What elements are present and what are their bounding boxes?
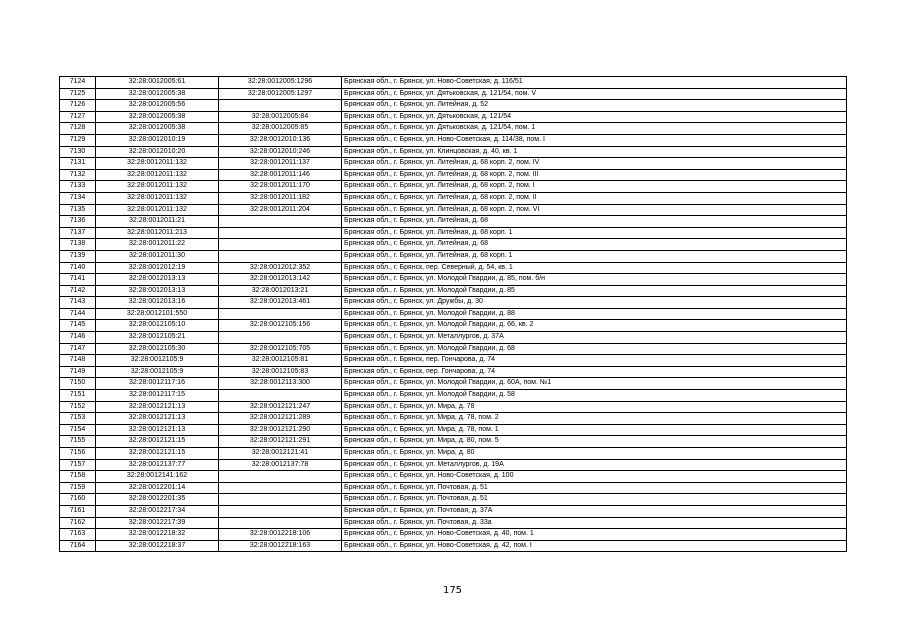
cadastral-number-cell: 32:28:0012013:16 bbox=[96, 297, 219, 309]
object-cadastral-number-cell: 32:28:0012121:289 bbox=[219, 413, 342, 425]
row-number-cell: 7150 bbox=[60, 378, 96, 390]
object-cadastral-number-cell bbox=[219, 332, 342, 344]
table-row bbox=[60, 343, 847, 355]
cadastral-number-cell: 32:28:0012011:132 bbox=[96, 181, 219, 193]
cadastral-number-cell: 32:28:0012011:132 bbox=[96, 169, 219, 181]
table-row bbox=[60, 378, 847, 390]
object-cadastral-number-cell: 32:28:0012012:352 bbox=[219, 262, 342, 274]
table-row bbox=[60, 320, 847, 332]
object-cadastral-number-cell bbox=[219, 471, 342, 483]
cadastral-number-cell: 32:28:0012013:13 bbox=[96, 274, 219, 286]
row-number-cell: 7161 bbox=[60, 505, 96, 517]
object-cadastral-number-cell bbox=[219, 482, 342, 494]
cadastral-number-cell: 32:28:0012121:13 bbox=[96, 413, 219, 425]
row-number-cell: 7139 bbox=[60, 250, 96, 262]
row-number-cell: 7136 bbox=[60, 216, 96, 228]
object-cadastral-number-cell bbox=[219, 505, 342, 517]
cadastral-number-cell: 32:28:0012141:162 bbox=[96, 471, 219, 483]
address-cell: Брянская обл., г. Брянск, ул. Мира, д. 80 bbox=[342, 448, 847, 460]
cadastral-number-cell: 32:28:0012218:32 bbox=[96, 529, 219, 541]
address-cell: Брянская обл., г. Брянск, пер. Гончарова, д. 74 bbox=[342, 366, 847, 378]
address-cell: Брянская обл., г. Брянск, ул. Почтовая, д. 51 bbox=[342, 482, 847, 494]
object-cadastral-number-cell: 32:28:0012013:21 bbox=[219, 285, 342, 297]
table-row bbox=[60, 88, 847, 100]
row-number-cell: 7130 bbox=[60, 146, 96, 158]
cadastral-number-cell: 32:28:0012121:13 bbox=[96, 424, 219, 436]
row-number-cell: 7163 bbox=[60, 529, 96, 541]
address-cell: Брянская обл., г. Брянск, пер. Северный, д. 54, кв. 1 bbox=[342, 262, 847, 274]
object-cadastral-number-cell: 32:28:0012121:290 bbox=[219, 424, 342, 436]
cadastral-number-cell: 32:28:0012117:15 bbox=[96, 390, 219, 402]
address-cell: Брянская обл., г. Брянск, ул. Почтовая, д. 51 bbox=[342, 494, 847, 506]
row-number-cell: 7142 bbox=[60, 285, 96, 297]
row-number-cell: 7162 bbox=[60, 517, 96, 529]
cadastral-number-cell: 32:28:0012105:10 bbox=[96, 320, 219, 332]
row-number-cell: 7129 bbox=[60, 134, 96, 146]
table-row bbox=[60, 505, 847, 517]
address-cell: Брянская обл., г. Брянск, ул. Литейная, д. 68 корп. 2, пом. IV bbox=[342, 158, 847, 170]
address-cell: Брянская обл., г. Брянск, ул. Дружбы, д. 30 bbox=[342, 297, 847, 309]
address-cell: Брянская обл., г. Брянск, ул. Литейная, д. 52 bbox=[342, 100, 847, 112]
address-cell: Брянская обл., г. Брянск, ул. Молодой Гвардии, д. 58 bbox=[342, 390, 847, 402]
address-cell: Брянская обл., г. Брянск, ул. Мира, д. 80, пом. 5 bbox=[342, 436, 847, 448]
cadastral-number-cell: 32:28:0012217:39 bbox=[96, 517, 219, 529]
address-cell: Брянская обл., г. Брянск, ул. Литейная, д. 68 корп. 1 bbox=[342, 250, 847, 262]
object-cadastral-number-cell: 32:28:0012011:146 bbox=[219, 169, 342, 181]
address-cell: Брянская обл., г. Брянск, ул. Дятьковская, д. 121/54 bbox=[342, 111, 847, 123]
table-row bbox=[60, 424, 847, 436]
table-row bbox=[60, 216, 847, 228]
object-cadastral-number-cell: 32:28:0012105:156 bbox=[219, 320, 342, 332]
table-row bbox=[60, 459, 847, 471]
row-number-cell: 7152 bbox=[60, 401, 96, 413]
object-cadastral-number-cell: 32:28:0012105:705 bbox=[219, 343, 342, 355]
cadastral-number-cell: 32:28:0012217:34 bbox=[96, 505, 219, 517]
row-number-cell: 7159 bbox=[60, 482, 96, 494]
row-number-cell: 7151 bbox=[60, 390, 96, 402]
cadastral-number-cell: 32:28:0012005:61 bbox=[96, 77, 219, 89]
row-number-cell: 7145 bbox=[60, 320, 96, 332]
cadastral-number-cell: 32:28:0012201:35 bbox=[96, 494, 219, 506]
cadastral-number-cell: 32:28:0012010:19 bbox=[96, 134, 219, 146]
address-cell: Брянская обл., г. Брянск, ул. Мира, д. 78 bbox=[342, 401, 847, 413]
row-number-cell: 7141 bbox=[60, 274, 96, 286]
table-row bbox=[60, 181, 847, 193]
row-number-cell: 7140 bbox=[60, 262, 96, 274]
table-row bbox=[60, 192, 847, 204]
table-row bbox=[60, 158, 847, 170]
row-number-cell: 7127 bbox=[60, 111, 96, 123]
cadastral-number-cell: 32:28:0012010:20 bbox=[96, 146, 219, 158]
table-row bbox=[60, 355, 847, 367]
address-cell: Брянская обл., г. Брянск, ул. Молодой Гвардии, д. 88 bbox=[342, 308, 847, 320]
row-number-cell: 7138 bbox=[60, 239, 96, 251]
table-row bbox=[60, 250, 847, 262]
cadastral-number-cell: 32:28:0012005:38 bbox=[96, 88, 219, 100]
row-number-cell: 7160 bbox=[60, 494, 96, 506]
cadastral-number-cell: 32:28:0012121:15 bbox=[96, 436, 219, 448]
cadastral-number-cell: 32:28:0012011:30 bbox=[96, 250, 219, 262]
address-cell: Брянская обл., г. Брянск, ул. Почтовая, д. 33а bbox=[342, 517, 847, 529]
row-number-cell: 7124 bbox=[60, 77, 96, 89]
row-number-cell: 7148 bbox=[60, 355, 96, 367]
object-cadastral-number-cell: 32:28:0012218:106 bbox=[219, 529, 342, 541]
row-number-cell: 7133 bbox=[60, 181, 96, 193]
table-row bbox=[60, 471, 847, 483]
address-cell: Брянская обл., г. Брянск, ул. Ново-Советская, д. 116/51 bbox=[342, 77, 847, 89]
address-cell: Брянская обл., г. Брянск, ул. Молодой Гвардии, д. 85, пом. б/н bbox=[342, 274, 847, 286]
table-body bbox=[60, 77, 847, 552]
cadastral-number-cell: 32:28:0012011:22 bbox=[96, 239, 219, 251]
object-cadastral-number-cell: 32:28:0012013:461 bbox=[219, 297, 342, 309]
cadastral-number-cell: 32:28:0012201:14 bbox=[96, 482, 219, 494]
cadastral-number-cell: 32:28:0012011:132 bbox=[96, 192, 219, 204]
address-cell: Брянская обл., г. Брянск, ул. Ново-Советская, д. 100 bbox=[342, 471, 847, 483]
address-cell: Брянская обл., г. Брянск, ул. Ново-Советская, д. 40, пом. 1 bbox=[342, 529, 847, 541]
object-cadastral-number-cell bbox=[219, 308, 342, 320]
row-number-cell: 7146 bbox=[60, 332, 96, 344]
cadastral-number-cell: 32:28:0012011:132 bbox=[96, 158, 219, 170]
row-number-cell: 7126 bbox=[60, 100, 96, 112]
object-cadastral-number-cell: 32:28:0012010:246 bbox=[219, 146, 342, 158]
address-cell: Брянская обл., г. Брянск, ул. Дятьковская, д. 121/54, пом. 1 bbox=[342, 123, 847, 135]
page-number: 175 bbox=[442, 585, 463, 596]
object-cadastral-number-cell: 32:28:0012011:182 bbox=[219, 192, 342, 204]
cadastral-number-cell: 32:28:0012117:16 bbox=[96, 378, 219, 390]
cadastral-number-cell: 32:28:0012005:56 bbox=[96, 100, 219, 112]
cadastral-number-cell: 32:28:0012012:19 bbox=[96, 262, 219, 274]
row-number-cell: 7137 bbox=[60, 227, 96, 239]
row-number-cell: 7156 bbox=[60, 448, 96, 460]
address-cell: Брянская обл., г. Брянск, ул. Литейная, д. 68 корп. 2, пом. VI bbox=[342, 204, 847, 216]
address-cell: Брянская обл., г. Брянск, ул. Литейная, д. 68 корп. 2, пом. III bbox=[342, 169, 847, 181]
object-cadastral-number-cell: 32:28:0012121:41 bbox=[219, 448, 342, 460]
object-cadastral-number-cell bbox=[219, 517, 342, 529]
row-number-cell: 7125 bbox=[60, 88, 96, 100]
address-cell: Брянская обл., г. Брянск, ул. Молодой Гвардии, д. 60А, пом. №1 bbox=[342, 378, 847, 390]
address-cell: Брянская обл., г. Брянск, ул. Литейная, д. 68 корп. 1 bbox=[342, 227, 847, 239]
cadastral-number-cell: 32:28:0012137:77 bbox=[96, 459, 219, 471]
address-cell: Брянская обл., г. Брянск, ул. Литейная, д. 68 bbox=[342, 239, 847, 251]
object-cadastral-number-cell: 32:28:0012105:83 bbox=[219, 366, 342, 378]
address-cell: Брянская обл., г. Брянск, ул. Молодой Гвардии, д. 68 bbox=[342, 343, 847, 355]
address-cell: Брянская обл., г. Брянск, ул. Ново-Советская, д. 42, пом. I bbox=[342, 540, 847, 552]
row-number-cell: 7144 bbox=[60, 308, 96, 320]
object-cadastral-number-cell: 32:28:0012005:1297 bbox=[219, 88, 342, 100]
row-number-cell: 7134 bbox=[60, 192, 96, 204]
table-row bbox=[60, 274, 847, 286]
row-number-cell: 7164 bbox=[60, 540, 96, 552]
cadastral-number-cell: 32:28:0012005:38 bbox=[96, 111, 219, 123]
table-row bbox=[60, 111, 847, 123]
table-row bbox=[60, 366, 847, 378]
table-row bbox=[60, 529, 847, 541]
object-cadastral-number-cell: 32:28:0012013:142 bbox=[219, 274, 342, 286]
cadastral-number-cell: 32:28:0012101:550 bbox=[96, 308, 219, 320]
table-row bbox=[60, 169, 847, 181]
object-cadastral-number-cell bbox=[219, 250, 342, 262]
table-row bbox=[60, 285, 847, 297]
table-row bbox=[60, 482, 847, 494]
table-row bbox=[60, 540, 847, 552]
table-row bbox=[60, 332, 847, 344]
object-cadastral-number-cell: 32:28:0012121:247 bbox=[219, 401, 342, 413]
cadastral-number-cell: 32:28:0012011:132 bbox=[96, 204, 219, 216]
property-registry-table bbox=[59, 76, 847, 552]
row-number-cell: 7154 bbox=[60, 424, 96, 436]
table-row bbox=[60, 297, 847, 309]
cadastral-number-cell: 32:28:0012005:38 bbox=[96, 123, 219, 135]
address-cell: Брянская обл., г. Брянск, ул. Мира, д. 78, пом. 2 bbox=[342, 413, 847, 425]
cadastral-number-cell: 32:28:0012013:13 bbox=[96, 285, 219, 297]
object-cadastral-number-cell: 32:28:0012113:300 bbox=[219, 378, 342, 390]
table-row bbox=[60, 436, 847, 448]
table-row bbox=[60, 77, 847, 89]
address-cell: Брянская обл., г. Брянск, ул. Молодой Гвардии, д. 85 bbox=[342, 285, 847, 297]
address-cell: Брянская обл., г. Брянск, ул. Почтовая, д. 37А bbox=[342, 505, 847, 517]
table-row bbox=[60, 413, 847, 425]
table-row bbox=[60, 204, 847, 216]
table-row bbox=[60, 517, 847, 529]
table-row bbox=[60, 390, 847, 402]
object-cadastral-number-cell bbox=[219, 239, 342, 251]
object-cadastral-number-cell: 32:28:0012010:136 bbox=[219, 134, 342, 146]
row-number-cell: 7132 bbox=[60, 169, 96, 181]
cadastral-number-cell: 32:28:0012105:9 bbox=[96, 366, 219, 378]
row-number-cell: 7147 bbox=[60, 343, 96, 355]
object-cadastral-number-cell: 32:28:0012011:170 bbox=[219, 181, 342, 193]
row-number-cell: 7135 bbox=[60, 204, 96, 216]
cadastral-number-cell: 32:28:0012105:30 bbox=[96, 343, 219, 355]
cadastral-number-cell: 32:28:0012121:13 bbox=[96, 401, 219, 413]
object-cadastral-number-cell bbox=[219, 390, 342, 402]
address-cell: Брянская обл., г. Брянск, ул. Литейная, д. 68 bbox=[342, 216, 847, 228]
object-cadastral-number-cell bbox=[219, 100, 342, 112]
cadastral-number-cell: 32:28:0012105:21 bbox=[96, 332, 219, 344]
object-cadastral-number-cell bbox=[219, 227, 342, 239]
object-cadastral-number-cell: 32:28:0012011:137 bbox=[219, 158, 342, 170]
address-cell: Брянская обл., г. Брянск, ул. Молодой Гвардии, д. 66, кв. 2 bbox=[342, 320, 847, 332]
table-row bbox=[60, 448, 847, 460]
cadastral-number-cell: 32:28:0012105:9 bbox=[96, 355, 219, 367]
table-row bbox=[60, 123, 847, 135]
address-cell: Брянская обл., г. Брянск, ул. Дятьковская, д. 121/54, пом. V bbox=[342, 88, 847, 100]
address-cell: Брянская обл., г. Брянск, ул. Литейная, д. 68 корп. 2, пом. I bbox=[342, 181, 847, 193]
object-cadastral-number-cell: 32:28:0012105:81 bbox=[219, 355, 342, 367]
object-cadastral-number-cell: 32:28:0012011:204 bbox=[219, 204, 342, 216]
row-number-cell: 7128 bbox=[60, 123, 96, 135]
address-cell: Брянская обл., г. Брянск, пер. Гончарова, д. 74 bbox=[342, 355, 847, 367]
row-number-cell: 7157 bbox=[60, 459, 96, 471]
table-row bbox=[60, 146, 847, 158]
table-row bbox=[60, 134, 847, 146]
cadastral-number-cell: 32:28:0012121:15 bbox=[96, 448, 219, 460]
object-cadastral-number-cell: 32:28:0012005:1296 bbox=[219, 77, 342, 89]
table-row bbox=[60, 401, 847, 413]
address-cell: Брянская обл., г. Брянск, ул. Металлургов, д. 37А bbox=[342, 332, 847, 344]
cadastral-number-cell: 32:28:0012011:213 bbox=[96, 227, 219, 239]
address-cell: Брянская обл., г. Брянск, ул. Литейная, д. 68 корп. 2, пом. II bbox=[342, 192, 847, 204]
row-number-cell: 7158 bbox=[60, 471, 96, 483]
cadastral-number-cell: 32:28:0012011:21 bbox=[96, 216, 219, 228]
object-cadastral-number-cell: 32:28:0012137:78 bbox=[219, 459, 342, 471]
row-number-cell: 7143 bbox=[60, 297, 96, 309]
address-cell: Брянская обл., г. Брянск, ул. Клинцовская, д. 40, кв. 1 bbox=[342, 146, 847, 158]
address-cell: Брянская обл., г. Брянск, ул. Ново-Советская, д. 114/38, пом. I bbox=[342, 134, 847, 146]
address-cell: Брянская обл., г. Брянск, ул. Металлургов, д. 19А bbox=[342, 459, 847, 471]
cadastral-number-cell: 32:28:0012218:37 bbox=[96, 540, 219, 552]
object-cadastral-number-cell: 32:28:0012218:163 bbox=[219, 540, 342, 552]
row-number-cell: 7153 bbox=[60, 413, 96, 425]
row-number-cell: 7131 bbox=[60, 158, 96, 170]
row-number-cell: 7149 bbox=[60, 366, 96, 378]
table-row bbox=[60, 494, 847, 506]
object-cadastral-number-cell: 32:28:0012005:85 bbox=[219, 123, 342, 135]
address-cell: Брянская обл., г. Брянск, ул. Мира, д. 78, пом. 1 bbox=[342, 424, 847, 436]
row-number-cell: 7155 bbox=[60, 436, 96, 448]
object-cadastral-number-cell: 32:28:0012005:84 bbox=[219, 111, 342, 123]
object-cadastral-number-cell bbox=[219, 494, 342, 506]
table-row bbox=[60, 308, 847, 320]
table-row bbox=[60, 262, 847, 274]
object-cadastral-number-cell: 32:28:0012121:291 bbox=[219, 436, 342, 448]
table-row bbox=[60, 239, 847, 251]
object-cadastral-number-cell bbox=[219, 216, 342, 228]
table-row bbox=[60, 100, 847, 112]
table-row bbox=[60, 227, 847, 239]
